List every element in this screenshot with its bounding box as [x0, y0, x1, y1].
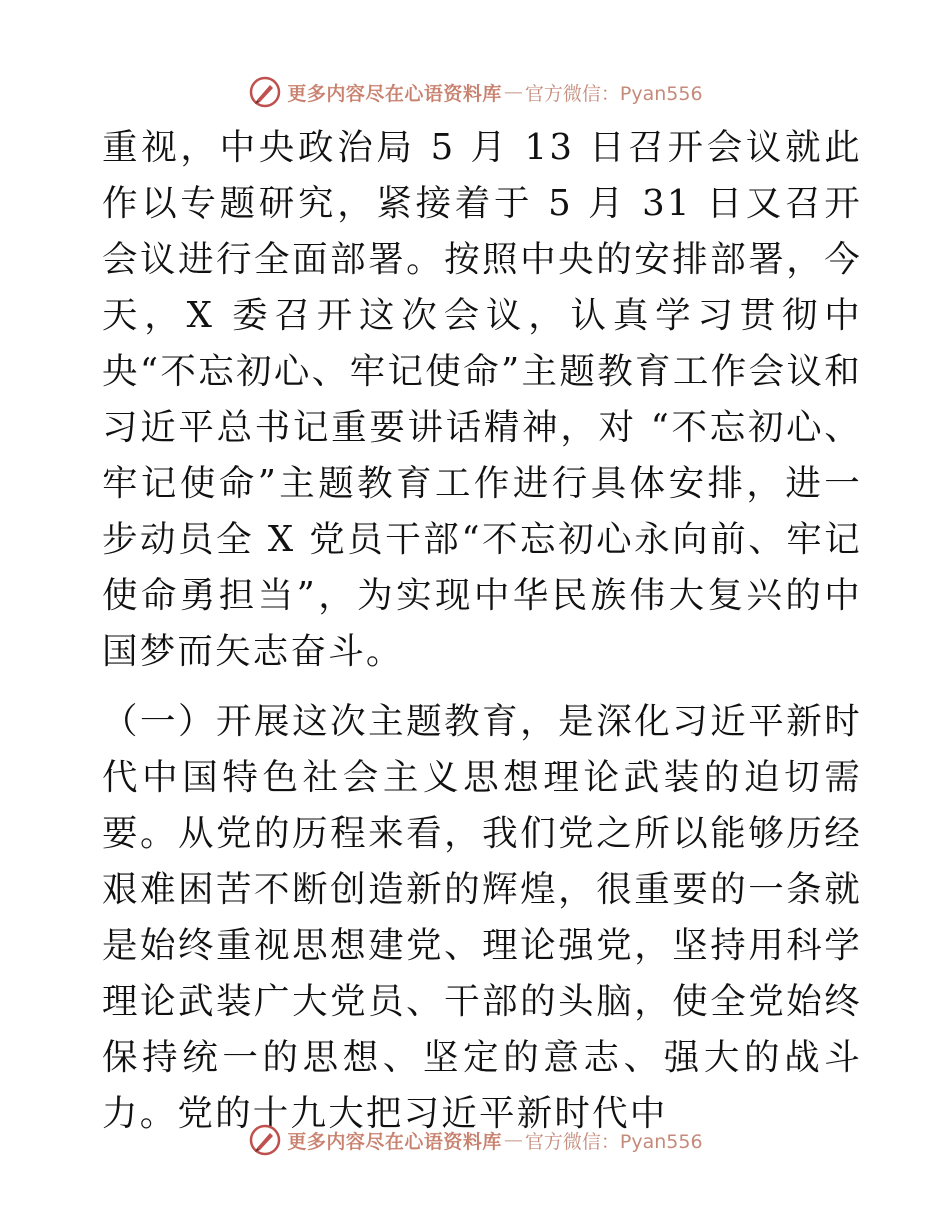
banner-link-text[interactable]: 更多内容尽在心语资料库	[287, 82, 502, 105]
header-banner	[0, 72, 950, 112]
banner-official-account: 官方微信：Pyan556	[524, 1130, 703, 1153]
document-body	[102, 120, 862, 1142]
banner-separator: —	[503, 81, 523, 103]
banner-separator: —	[503, 1129, 523, 1151]
footer-banner	[0, 1120, 950, 1160]
pen-logo-icon	[247, 74, 283, 110]
body-paragraph: 重视，中央政治局 5 月 13 日召开会议就此作以专题研究，紧接着于 5 月 31 日又召开会议进行全面部署。按照中央的安排部署，今天，X 委召开这次会议，认真学习贯彻中央“不忘初心、牢记使命”主题教育工作会议和习近平总书记重要讲话精神，对 “不忘初心、牢记使命”主题教育工作进行具体安排，进一步动员全 X 党员干部“不忘初心永向前、牢记使命勇担当”，为实现中华民族伟大复兴的中国梦而矢志奋斗。	[102, 127, 862, 672]
banner-official-account: 官方微信：Pyan556	[524, 82, 703, 105]
pen-logo-icon	[247, 1122, 283, 1158]
banner-link-text[interactable]: 更多内容尽在心语资料库	[287, 1130, 502, 1153]
body-paragraph: （一）开展这次主题教育，是深化习近平新时代中国特色社会主义思想理论武装的迫切需要。从党的历程来看，我们党之所以能够历经艰难困苦不断创造新的辉煌，很重要的一条就是始终重视思想建党、理论强党，坚持用科学理论武装广大党员、干部的头脑，使全党始终保持统一的思想、坚定的意志、强大的战斗力。党的十九大把习近平新时代中	[102, 701, 862, 1134]
